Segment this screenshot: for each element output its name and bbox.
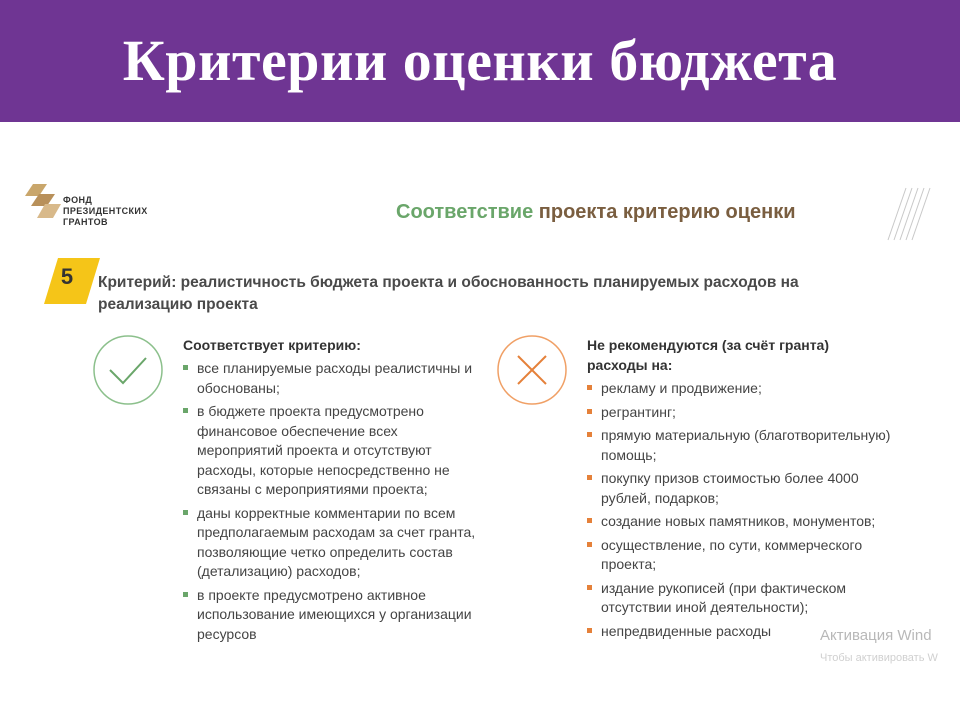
list-item: рекламу и продвижение; — [587, 379, 897, 399]
fund-logo-text — [63, 195, 148, 228]
list-item: издание рукописей (при фактическом отсутствии иной деятельности); — [587, 579, 897, 618]
criterion-number: 5 — [60, 264, 74, 289]
list-item: регрантинг; — [587, 403, 897, 423]
cross-circle-icon — [496, 334, 568, 406]
decorative-hatch-icon — [886, 186, 932, 242]
right-expenses-list — [587, 379, 897, 645]
logo-line: ФОНД — [63, 195, 93, 205]
criterion-text: Критерий: реалистичность бюджета проекта и обоснованность планируемых расходов на реализацию проекта — [98, 274, 799, 313]
list-item: прямую материальную (благотворительную) помощь; — [587, 426, 897, 465]
fund-logo-icon — [25, 184, 61, 218]
activation-watermark-sub: Чтобы активировать W — [820, 652, 938, 664]
fund-logo — [25, 184, 185, 230]
logo-line: ГРАНТОВ — [63, 217, 108, 227]
list-item: создание новых памятников, монументов; — [587, 512, 897, 532]
logo-line: ПРЕЗИДЕНТСКИХ — [63, 206, 148, 216]
section-heading — [396, 199, 896, 225]
section-heading-part1: Соответствие — [396, 201, 534, 223]
list-item: покупку призов стоимостью более 4000 рублей, подарков; — [587, 469, 897, 508]
list-item: осуществление, по сути, коммерческого проекта; — [587, 536, 897, 575]
activation-watermark: Активация Wind — [820, 627, 932, 644]
section-heading-part2: проекта критерию оценки — [538, 201, 796, 223]
list-item: непредвиденные расходы — [587, 622, 897, 642]
list-item: в проекте предусмотрено активное использование имеющихся у организации ресурсов — [183, 586, 478, 645]
left-column-heading: Соответствует критерию: — [183, 337, 361, 353]
list-item: все планируемые расходы реалистичны и обоснованы; — [183, 359, 478, 398]
right-column-heading: Не рекомендуются (за счёт гранта) расходы на: — [587, 337, 830, 373]
slide-header — [0, 0, 960, 122]
left-criteria-list — [183, 359, 478, 648]
slide-title: Критерии оценки бюджета — [122, 28, 838, 93]
list-item: в бюджете проекта предусмотрено финансовое обеспечение всех мероприятий проекта и отсутствуют расходы, которые непосредственно не связаны с мероприятиями проекта; — [183, 402, 478, 500]
list-item: даны корректные комментарии по всем предполагаемым расходам за счет гранта, позволяющие четко определить состав (детализацию) расходов; — [183, 504, 478, 582]
check-circle-icon — [92, 334, 164, 406]
